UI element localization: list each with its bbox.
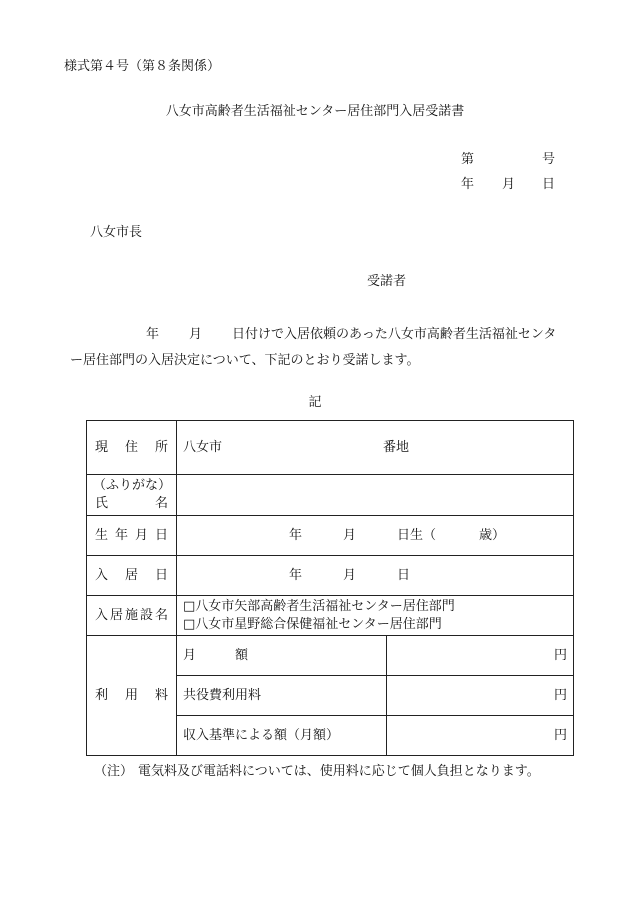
body-month: 月 <box>189 327 203 342</box>
birth-date-char-3: 月 <box>134 527 148 543</box>
fees-char-3: 料 <box>154 687 168 703</box>
age-label: 歳） <box>479 527 506 543</box>
birth-day-label: 日生（ <box>397 527 437 543</box>
move-in-date-value-cell[interactable] <box>177 556 574 596</box>
body-line-1-text: 日付けで入居依頼のあった八女市高齢者生活福祉センタ <box>232 327 557 342</box>
fee-value-monthly[interactable]: 円 <box>387 636 574 676</box>
body-line-2: ー居住部門の入居決定について、下記のとおり受諾します。 <box>70 353 420 368</box>
name-value-cell[interactable] <box>177 475 574 516</box>
furigana-label: （ふりがな） <box>93 478 172 494</box>
address-city: 八女市 <box>183 439 223 455</box>
fees-label <box>93 687 170 705</box>
birth-date-label <box>93 527 170 545</box>
fee-value-common[interactable]: 円 <box>387 676 574 716</box>
move-in-char-1: 入 <box>95 567 109 583</box>
birth-date-value-cell[interactable] <box>177 516 574 556</box>
birth-month-label: 月 <box>343 527 357 543</box>
ki-heading: 記 <box>308 395 322 410</box>
doc-number-suffix: 号 <box>542 152 556 167</box>
form-number: 様式第４号（第８条関係） <box>64 59 221 74</box>
facility-char-2: 居 <box>109 607 123 623</box>
address-label-char-2: 住 <box>124 439 138 455</box>
fees-label-cell <box>87 636 177 756</box>
address-banchi: 番地 <box>383 439 410 455</box>
fees-char-2: 用 <box>124 687 138 703</box>
birth-date-label-cell <box>87 516 177 556</box>
facility-char-1: 入 <box>95 607 109 623</box>
birth-date-char-2: 年 <box>114 527 128 543</box>
facility-row <box>87 596 574 636</box>
fee-value-income[interactable]: 円 <box>387 716 574 756</box>
move-in-date-label-cell <box>87 556 177 596</box>
doc-number-prefix: 第 <box>461 152 475 167</box>
address-label <box>93 439 170 457</box>
move-in-date-label <box>93 567 170 585</box>
facility-option-yabe[interactable]: □八女市矢部高齢者生活福祉センター居住部門 <box>183 598 455 614</box>
fee-row-monthly <box>87 636 574 676</box>
body-line-1 <box>70 322 570 348</box>
facility-char-3: 施 <box>124 607 138 623</box>
addressee: 八女市長 <box>90 225 143 240</box>
name-label-char-1: 氏 <box>95 496 109 511</box>
address-value-cell[interactable] <box>177 421 574 475</box>
fee-item-monthly: 月 額 <box>177 636 387 676</box>
move-in-day-label: 日 <box>397 567 411 583</box>
name-row <box>87 475 574 516</box>
name-label-char-2: 名 <box>154 496 168 511</box>
birth-date-row <box>87 516 574 556</box>
date-day-label: 日 <box>542 177 556 192</box>
facility-label <box>93 607 170 625</box>
move-in-char-2: 居 <box>124 567 138 583</box>
move-in-month-label: 月 <box>343 567 357 583</box>
birth-date-char-1: 生 <box>95 527 109 543</box>
move-in-year-label: 年 <box>289 567 303 583</box>
footnote-label: （注） <box>94 764 134 779</box>
consenter-label: 受諾者 <box>367 274 407 289</box>
facility-options-cell <box>177 596 574 636</box>
fee-item-common: 共役費利用料 <box>177 676 387 716</box>
move-in-char-3: 日 <box>154 567 168 583</box>
address-label-cell <box>87 421 177 475</box>
name-label <box>93 495 170 513</box>
facility-char-4: 設 <box>139 607 153 623</box>
move-in-date-row <box>87 556 574 596</box>
document-title: 八女市高齢者生活福祉センター居住部門入居受諾書 <box>165 104 465 119</box>
address-label-char-1: 現 <box>95 439 109 455</box>
birth-date-char-4: 日 <box>154 527 168 543</box>
fee-item-income: 収入基準による額（月額） <box>177 716 387 756</box>
body-paragraph <box>70 322 570 374</box>
footnote-text: 電気料及び電話料については、使用料に応じて個人負担となります。 <box>138 764 540 779</box>
birth-year-label: 年 <box>289 527 303 543</box>
address-label-char-3: 所 <box>154 439 168 455</box>
name-label-cell <box>87 475 177 516</box>
date-year-label: 年 <box>461 177 475 192</box>
body-year: 年 <box>146 327 160 342</box>
address-row <box>87 421 574 475</box>
footnote <box>94 765 540 778</box>
date-month-label: 月 <box>502 177 516 192</box>
facility-char-5: 名 <box>154 607 168 623</box>
details-table <box>86 420 574 756</box>
facility-option-hoshino[interactable]: □八女市星野総合保健福祉センター居住部門 <box>183 616 442 632</box>
fees-char-1: 利 <box>95 687 109 703</box>
facility-label-cell <box>87 596 177 636</box>
